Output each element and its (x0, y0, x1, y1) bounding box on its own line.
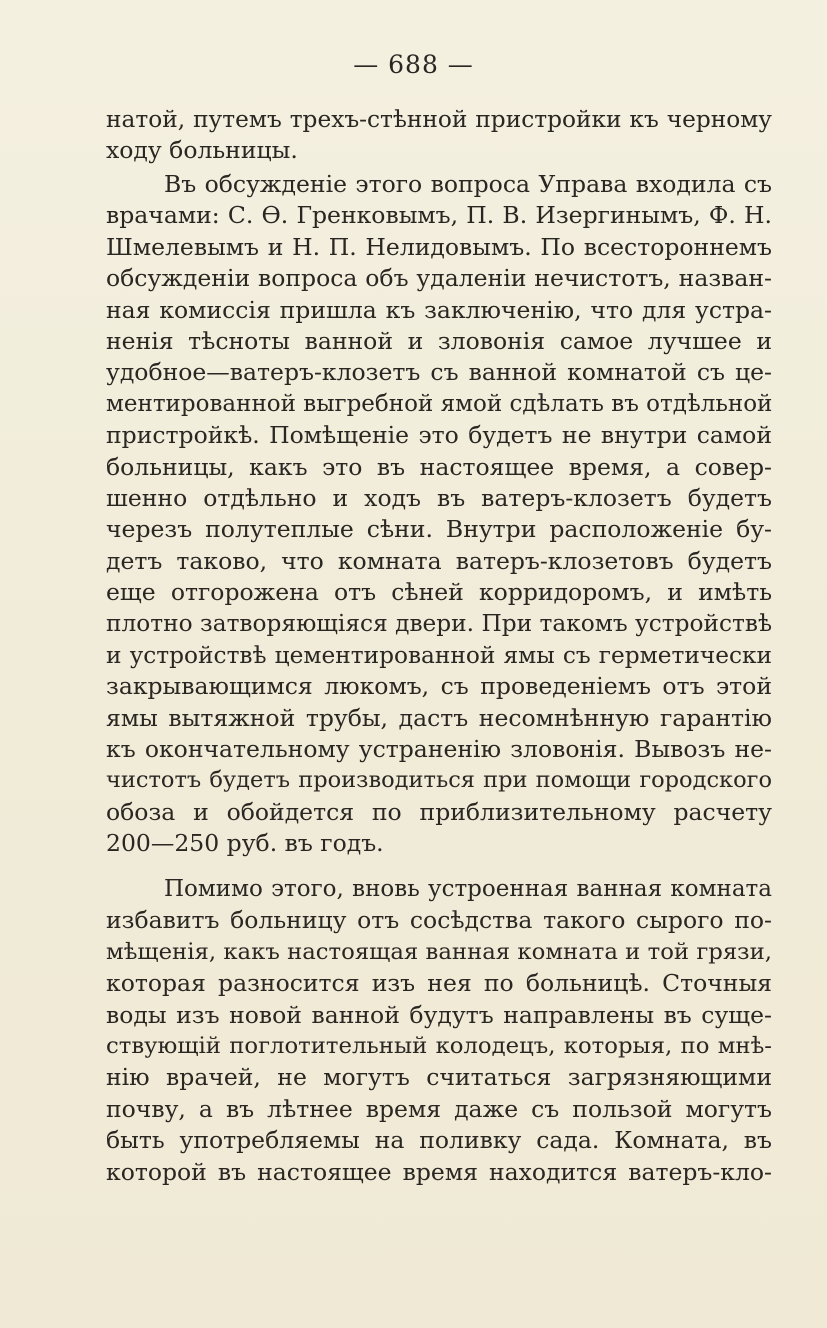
text-line: ходу больницы. (106, 136, 298, 165)
text-line: детъ таково, что комната ватеръ-клозетовъ будетъ (106, 546, 772, 575)
text-line: ствующій поглотительный колодецъ, которыя, по мнѣ- (106, 1032, 772, 1059)
text-line: закрывающимся люкомъ, съ проведеніемъ отъ этой (106, 672, 772, 701)
text-line: еще отгорожена отъ сѣней корридоромъ, и имѣть (106, 578, 772, 607)
paragraph-discussion (106, 169, 772, 860)
paragraph-bathroom (106, 874, 772, 1188)
paragraph-continuation (106, 104, 772, 167)
text-line: которой въ настоящее время находится ватеръ-кло- (106, 1157, 772, 1186)
text-line: чистотъ будетъ производиться при помощи городского (106, 767, 772, 794)
text-line: пристройкѣ. Помѣщеніе это будетъ не внутри самой (106, 421, 772, 450)
text-line: натой, путемъ трехъ-стѣнной пристройки къ черному (106, 106, 772, 133)
text-line: плотно затворяющіяся двери. При такомъ устройствѣ (106, 610, 772, 638)
text-line: и устройствѣ цементированной ямы съ герметически (106, 641, 772, 669)
text-line: Помимо этого, вновь устроенная ванная комната (164, 876, 772, 902)
text-line: которая разносится изъ нея по больницѣ. Сточныя (106, 969, 772, 998)
text-line: воды изъ новой ванной будутъ направлены въ суще- (106, 1000, 772, 1029)
text-line: мѣщенія, какъ настоящая ванная комната и той грязи, (106, 938, 772, 965)
text-line: ненія тѣсноты ванной и зловонія самое лучшее и (106, 326, 772, 355)
text-line: ментированной выгребной ямой сдѣлать въ отдѣльной (106, 390, 772, 417)
text-line: шенно отдѣльно и ходъ въ ватеръ-клозетъ будетъ (106, 483, 772, 512)
text-line: ямы вытяжной трубы, дастъ несомнѣнную гарантію (106, 703, 772, 732)
text-line: врачами: С. Ѳ. Гренковымъ, П. В. Изергинымъ, Ф. Н. (106, 201, 772, 230)
text-line: обсужденіи вопроса объ удаленіи нечистотъ, назван- (106, 264, 772, 293)
text-line: почву, а въ лѣтнее время даже съ пользой могутъ (106, 1094, 772, 1123)
text-line: избавитъ больницу отъ сосѣдства такого сырого по- (106, 906, 772, 935)
text-line: нію врачей, не могутъ считаться загрязняющими (106, 1063, 772, 1092)
text-line: Шмелевымъ и Н. П. Нелидовымъ. По всестороннемъ (106, 232, 772, 261)
page-number: — 688 — (353, 50, 474, 79)
text-line: удобное—ватеръ-клозетъ съ ванной комнатой съ це- (106, 358, 772, 387)
text-line: Въ обсужденіе этого вопроса Управа входила съ (164, 170, 772, 198)
text-line: 200—250 руб. въ годъ. (106, 829, 384, 858)
text-line: больницы, какъ это въ настоящее время, а совер- (106, 452, 772, 481)
text-line: къ окончательному устраненію зловонія. Вывозъ не- (106, 735, 772, 764)
text-line: ная комиссія пришла къ заключенію, что для устра- (106, 295, 772, 324)
text-line: быть употребляемы на поливку сада. Комната, въ (106, 1126, 772, 1155)
text-line: черезъ полутеплые сѣни. Внутри расположеніе бу- (106, 515, 772, 544)
text-line: обоза и обойдется по приблизительному расчету (106, 797, 772, 826)
